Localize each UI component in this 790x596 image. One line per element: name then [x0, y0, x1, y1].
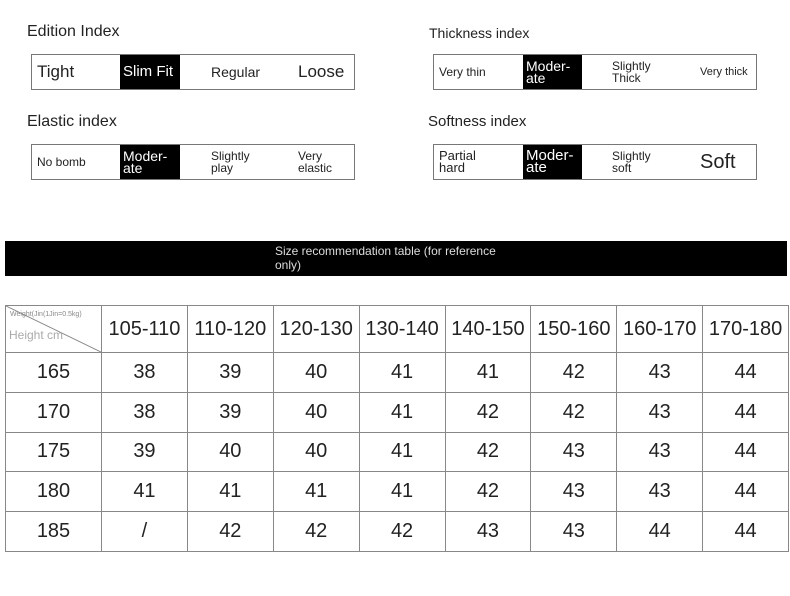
size-cell: 38	[102, 392, 188, 432]
weight-column-header: 105-110	[102, 306, 188, 353]
size-cell: 41	[359, 392, 445, 432]
size-cell: 42	[445, 472, 531, 512]
size-cell: 43	[531, 512, 617, 552]
size-cell: 44	[703, 512, 789, 552]
size-cell: 42	[273, 512, 359, 552]
elastic-option-very-elastic: Very elastic	[298, 149, 333, 175]
size-cell: 43	[445, 512, 531, 552]
size-cell: 42	[359, 512, 445, 552]
thickness-index-scale	[433, 54, 757, 90]
weight-column-header: 150-160	[531, 306, 617, 353]
elastic-index-scale	[31, 144, 355, 180]
size-cell: 42	[445, 432, 531, 472]
weight-column-header: 140-150	[445, 306, 531, 353]
weight-column-header: 160-170	[617, 306, 703, 353]
size-cell: 43	[617, 392, 703, 432]
size-table-banner-text: Size recommendation table (for reference only)	[275, 244, 496, 272]
size-cell: 44	[703, 472, 789, 512]
size-cell: 39	[187, 392, 273, 432]
size-cell: 44	[703, 392, 789, 432]
size-cell: 44	[703, 432, 789, 472]
table-row	[6, 353, 789, 393]
size-table-banner	[5, 241, 787, 276]
size-cell: 44	[703, 353, 789, 393]
thickness-option-very-thin: Very thin	[439, 65, 486, 79]
size-cell: 40	[273, 392, 359, 432]
size-recommendation-table	[5, 305, 789, 552]
edition-option-loose: Loose	[298, 62, 345, 81]
elastic-option-slightly-play: Slightly play	[211, 149, 250, 175]
size-cell: 44	[617, 512, 703, 552]
size-cell: 41	[273, 472, 359, 512]
height-cell: 165	[6, 353, 102, 393]
edition-index-title: Edition Index	[27, 23, 120, 40]
size-cell: 42	[531, 392, 617, 432]
size-cell: 42	[531, 353, 617, 393]
softness-option-soft: Soft	[700, 151, 736, 173]
edition-option-tight: Tight	[37, 62, 75, 81]
size-cell: 43	[531, 472, 617, 512]
weight-column-header: 110-120	[187, 306, 273, 353]
size-cell: 43	[617, 353, 703, 393]
softness-option-partial-hard: Partial hard	[439, 148, 476, 175]
size-cell: 40	[273, 353, 359, 393]
size-cell: 43	[617, 472, 703, 512]
size-cell: 43	[531, 432, 617, 472]
height-cell: 170	[6, 392, 102, 432]
thickness-option-moderate: Moder- ate	[523, 55, 582, 89]
elastic-index-title: Elastic index	[27, 113, 117, 130]
size-cell: 40	[187, 432, 273, 472]
edition-option-slim-fit: Slim Fit	[120, 55, 180, 89]
size-cell: 41	[187, 472, 273, 512]
corner-height-label: Height cm	[9, 328, 64, 342]
thickness-option-slightly-thick: Slightly Thick	[612, 59, 651, 85]
size-cell: 42	[445, 392, 531, 432]
size-cell: /	[102, 512, 188, 552]
height-cell: 180	[6, 472, 102, 512]
size-cell: 43	[617, 432, 703, 472]
softness-index-scale	[433, 144, 757, 180]
size-cell: 39	[187, 353, 273, 393]
edition-index-scale	[31, 54, 355, 90]
corner-weight-label: Weight(Jin(1Jin=0.5kg)	[10, 311, 82, 318]
size-cell: 41	[359, 353, 445, 393]
table-row	[6, 472, 789, 512]
softness-index-title: Softness index	[428, 113, 527, 130]
size-cell: 41	[359, 472, 445, 512]
height-cell: 175	[6, 432, 102, 472]
size-cell: 41	[445, 353, 531, 393]
size-cell: 39	[102, 432, 188, 472]
table-row	[6, 392, 789, 432]
table-row	[6, 432, 789, 472]
elastic-option-moderate: Moder- ate	[120, 145, 180, 179]
table-row	[6, 512, 789, 552]
weight-column-header: 130-140	[359, 306, 445, 353]
weight-column-header: 170-180	[703, 306, 789, 353]
weight-column-header: 120-130	[273, 306, 359, 353]
size-cell: 42	[187, 512, 273, 552]
size-cell: 38	[102, 353, 188, 393]
edition-option-regular: Regular	[211, 64, 261, 80]
height-cell: 185	[6, 512, 102, 552]
thickness-index-title: Thickness index	[429, 25, 530, 41]
softness-option-moderate: Moder- ate	[523, 145, 582, 179]
size-cell: 41	[102, 472, 188, 512]
size-table-corner-cell	[6, 306, 102, 353]
size-cell: 40	[273, 432, 359, 472]
size-cell: 41	[359, 432, 445, 472]
size-table-header-row	[6, 306, 789, 353]
softness-option-slightly-soft: Slightly soft	[612, 149, 651, 175]
elastic-option-no-bomb: No bomb	[37, 155, 86, 169]
thickness-option-very-thick: Very thick	[700, 66, 748, 78]
